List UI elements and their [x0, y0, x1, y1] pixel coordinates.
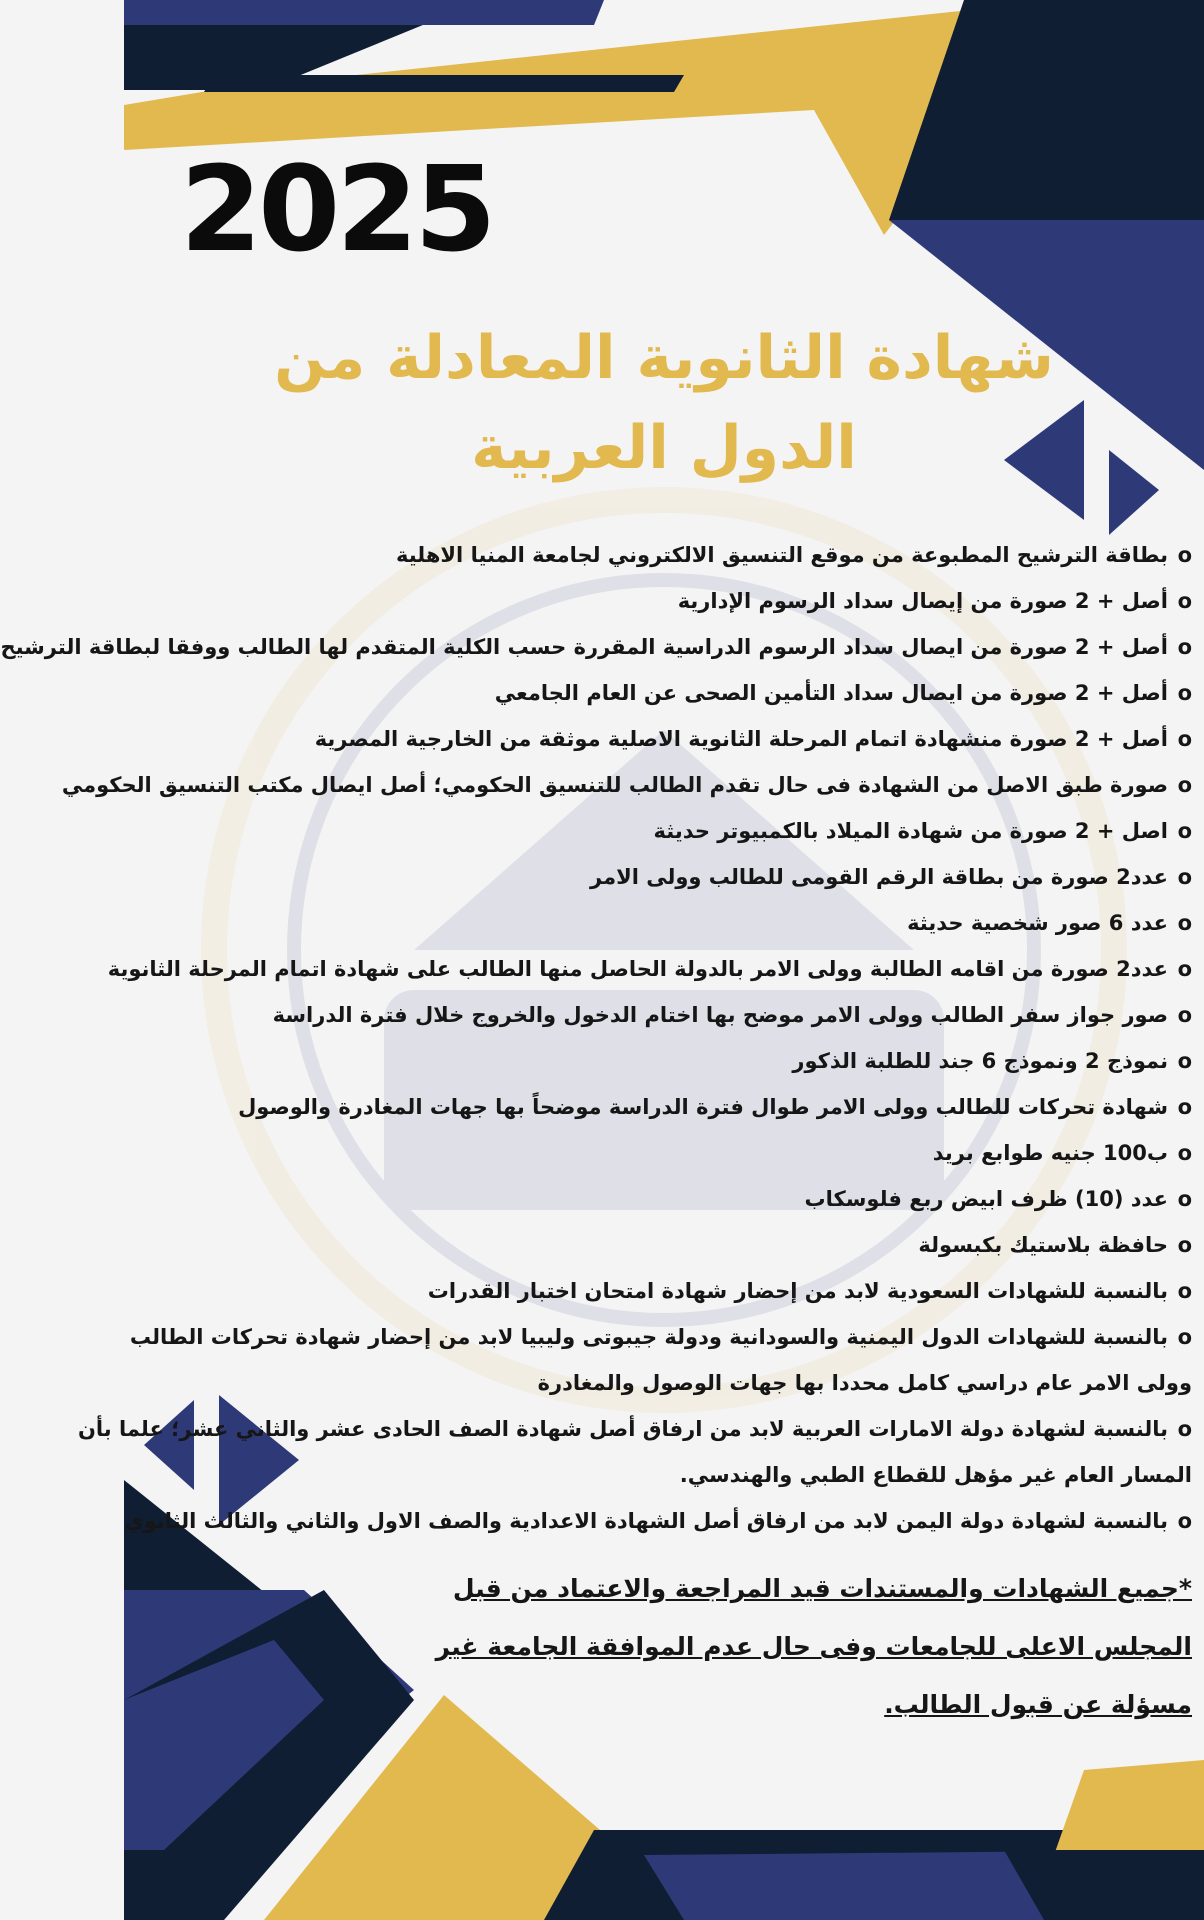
requirement-text: اصل + 2 صورة من شهادة الميلاد بالكمبيوتر حديثة: [653, 819, 1168, 843]
requirement-item: [129, 1314, 1192, 1360]
requirement-text: ب100 جنيه طوابع بريد: [932, 1141, 1168, 1165]
requirement-continuation: وولى الامر عام دراسي كامل محددا بها جهات الوصول والمغادرة: [537, 1371, 1192, 1395]
requirement-text: عدد2 صورة من اقامه الطالبة وولى الامر بالدولة الحاصل منها الطالب على شهادة اتمام المرحلة الثانوية: [107, 957, 1168, 981]
requirement-text: بطاقة الترشيح المطبوعة من موقع التنسيق الالكتروني لجامعة المنيا الاهلية: [395, 543, 1168, 567]
requirement-text: أصل + 2 صورة من ايصال سداد التأمين الصحى عن العام الجامعي: [494, 681, 1168, 705]
bullet-icon: o: [1177, 865, 1192, 889]
bullet-icon: o: [1177, 1003, 1192, 1027]
bullet-icon: o: [1177, 1417, 1192, 1441]
requirement-item: [132, 854, 1192, 900]
requirement-text: صورة طبق الاصل من الشهادة فى حال تقدم الطالب للتنسيق الحكومي؛ أصل ايصال مكتب التنسيق الحكومي: [61, 773, 1168, 797]
requirement-item: [132, 1084, 1192, 1130]
page-title-line-2: الدول العربية: [471, 413, 857, 483]
requirement-item: [77, 1406, 1192, 1452]
bullet-icon: o: [1177, 635, 1192, 659]
requirement-text: حافظة بلاستيك بكبسولة: [918, 1233, 1168, 1257]
bullet-icon: o: [1177, 1233, 1192, 1257]
disclaimer-note: *جميع الشهادات والمستندات قيد المراجعة والاعتماد من قبل المجلس الاعلى للجامعات وفى حال عدم الموافقة الجامعة غير مسؤلة عن قبول الطالب.: [435, 1574, 1192, 1719]
requirement-item: [132, 670, 1192, 716]
requirement-text: شهادة تحركات للطالب وولى الامر طوال فترة الدراسة موضحاً بها جهات المغادرة والوصول: [238, 1095, 1168, 1119]
requirement-item: [132, 716, 1192, 762]
requirement-item: [132, 992, 1192, 1038]
year-heading: 2025: [180, 140, 493, 278]
requirement-item: [132, 1268, 1192, 1314]
bullet-icon: o: [1177, 1049, 1192, 1073]
requirement-text: صور جواز سفر الطالب وولى الامر موضح بها اختام الدخول والخروج خلال فترة الدراسة: [272, 1003, 1168, 1027]
bullet-icon: o: [1177, 727, 1192, 751]
requirement-text: نموذج 2 ونموذج 6 جند للطلبة الذكور: [792, 1049, 1168, 1073]
requirement-item: [132, 1038, 1192, 1084]
bullet-icon: o: [1177, 819, 1192, 843]
bullet-icon: o: [1177, 957, 1192, 981]
bullet-icon: o: [1177, 1187, 1192, 1211]
bullet-icon: o: [1177, 1095, 1192, 1119]
bullet-icon: o: [1177, 543, 1192, 567]
requirement-item: [107, 946, 1192, 992]
requirement-item: [124, 1498, 1192, 1544]
bullet-icon: o: [1177, 911, 1192, 935]
requirement-text: بالنسبة لشهادة دولة الامارات العربية لابد من ارفاق أصل شهادة الصف الحادى عشر والثاني عشر؛ علما بأن: [77, 1417, 1168, 1441]
bullet-icon: o: [1177, 1141, 1192, 1165]
requirement-item: [0, 624, 1192, 670]
requirement-text: عدد2 صورة من بطاقة الرقم القومى للطالب وولى الامر: [590, 865, 1168, 889]
requirement-continuation: المسار العام غير مؤهل للقطاع الطبي والهندسي.: [679, 1463, 1192, 1487]
requirement-item: [132, 808, 1192, 854]
requirement-item: [132, 1130, 1192, 1176]
requirement-text: بالنسبة للشهادات الدول اليمنية والسودانية ودولة جيبوتى وليبيا لابد من إحضار شهادة تحركات الطالب: [129, 1325, 1168, 1349]
bullet-icon: o: [1177, 1279, 1192, 1303]
requirement-text: عدد 6 صور شخصية حديثة: [907, 911, 1168, 935]
requirement-item: [132, 532, 1192, 578]
bullet-icon: o: [1177, 1509, 1192, 1533]
bullet-icon: o: [1177, 589, 1192, 613]
requirement-item: [132, 1176, 1192, 1222]
requirement-text: أصل + 2 صورة منشهادة اتمام المرحلة الثانوية الاصلية موثقة من الخارجية المصرية: [314, 727, 1168, 751]
requirement-item: [132, 578, 1192, 624]
requirement-text: أصل + 2 صورة من ايصال سداد الرسوم الدراسية المقررة حسب الكلية المتقدم لها الطالب ووفقا لبطاقة الترشيح: [0, 635, 1168, 659]
bullet-icon: o: [1177, 773, 1192, 797]
page-title-line-1: شهادة الثانوية المعادلة من: [274, 323, 1054, 393]
requirement-item: [132, 1222, 1192, 1268]
requirement-item: [61, 762, 1192, 808]
bullet-icon: o: [1177, 681, 1192, 705]
requirement-text: بالنسبة للشهادات السعودية لابد من إحضار شهادة امتحان اختبار القدرات: [427, 1279, 1168, 1303]
requirement-text: أصل + 2 صورة من إيصال سداد الرسوم الإدارية: [677, 589, 1168, 613]
requirement-text: عدد (10) ظرف ابيض ربع فلوسكاب: [804, 1187, 1168, 1211]
requirement-item: [132, 900, 1192, 946]
requirement-text: بالنسبة لشهادة دولة اليمن لابد من ارفاق أصل الشهادة الاعدادية والصف الاول والثاني والثالث الثانوي: [124, 1509, 1168, 1533]
bullet-icon: o: [1177, 1325, 1192, 1349]
requirements-list: [0, 532, 1192, 1544]
